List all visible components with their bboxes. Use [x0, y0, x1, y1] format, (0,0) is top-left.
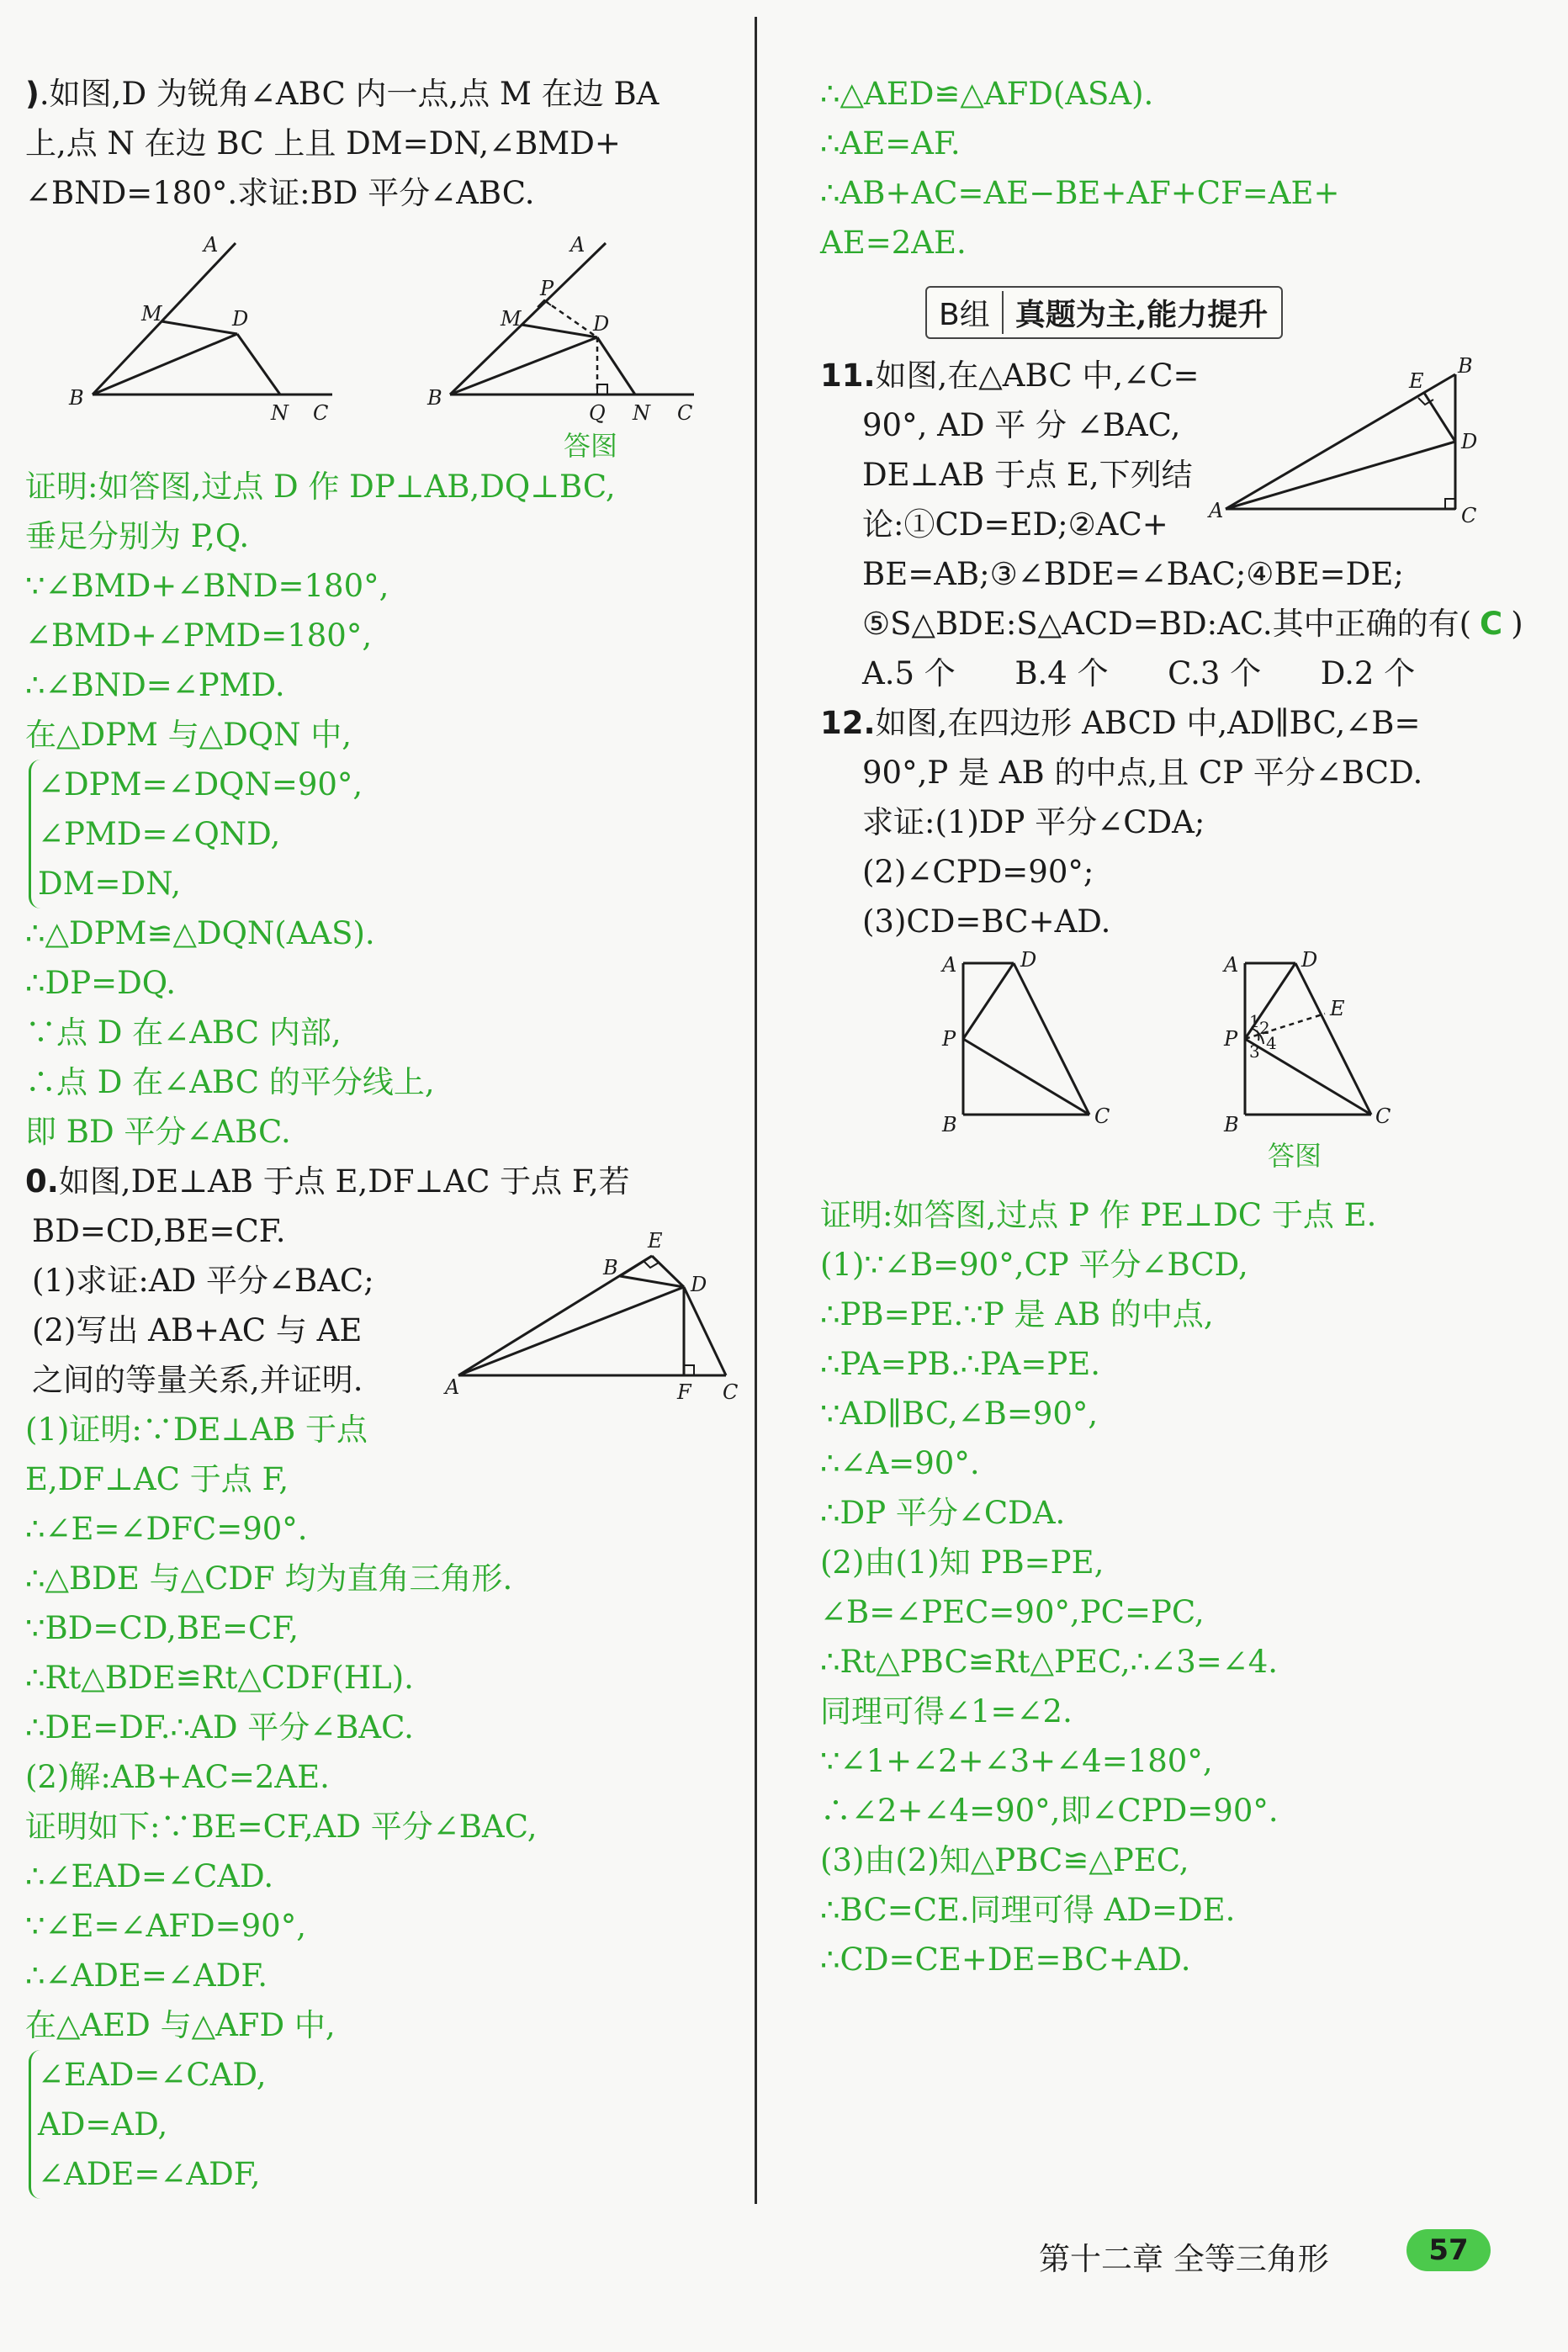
label-C2: C — [1375, 1104, 1391, 1128]
label-C: C — [1461, 504, 1477, 526]
text-line: 证明如下:∵BE=CF,AD 平分∠BAC, — [25, 1809, 538, 1845]
label-E: E — [1330, 997, 1345, 1020]
label-B: B — [603, 1256, 618, 1279]
text-line: ∠BND=180°.求证:BD 平分∠ABC. — [25, 175, 535, 211]
text-line: ∴∠BND=∠PMD. — [25, 667, 285, 703]
q12 — [820, 698, 1510, 946]
label-C2: C — [677, 401, 693, 425]
text-line: AD=AD, — [38, 2106, 168, 2143]
text-line: ∴DP 平分∠CDA. — [820, 1495, 1066, 1531]
angle-4: 4 — [1266, 1033, 1277, 1053]
text-line: (1)证明:∵DE⊥AB 于点 — [25, 1412, 368, 1448]
q9-answer — [25, 462, 740, 1157]
text-line: ∴Rt△BDE≌Rt△CDF(HL). — [25, 1660, 414, 1696]
label-P: P — [540, 277, 554, 300]
text-line: A.5 个 B.4 个 C.3 个 D.2 个 — [862, 655, 1416, 691]
q9-statement: ).如图,D 为锐角∠ABC 内一点,点 M 在边 BA 上,点 N 在边 BC 上且 DM=DN,∠BMD+ ∠BND=180°.求证:BD 平分∠ABC. — [25, 69, 740, 218]
text-line: ∴∠A=90°. — [820, 1445, 980, 1481]
question-number: 0. — [25, 1163, 59, 1200]
brace-system — [29, 2050, 740, 2199]
text-line: (3)由(2)知△PBC≌△PEC, — [820, 1842, 1189, 1878]
q11-diagram — [1207, 358, 1510, 526]
label-A: A — [445, 1375, 460, 1399]
label-E: E — [648, 1229, 663, 1253]
text-line: ∵∠E=∠AFD=90°, — [25, 1908, 306, 1944]
q9-diagram — [25, 218, 740, 462]
text-line: ∠BMD+∠PMD=180°, — [25, 617, 373, 654]
q12-diagram — [820, 946, 1510, 1190]
angle-3: 3 — [1249, 1041, 1260, 1062]
chapter-footer: 第十二章 全等三角形 — [1039, 2241, 1329, 2277]
text-line: DE⊥AB 于点 E,下列结 — [862, 457, 1193, 493]
text-line: ∴点 D 在∠ABC 的平分线上, — [25, 1064, 435, 1100]
text-line: AE=2AE. — [820, 225, 967, 261]
label-N: N — [271, 401, 289, 425]
text-line: (1)∵∠B=90°,CP 平分∠BCD, — [820, 1247, 1248, 1283]
text-line: 90°,P 是 AB 的中点,且 CP 平分∠BCD. — [862, 755, 1423, 791]
text-line: ∴Rt△PBC≌Rt△PEC,∴∠3=∠4. — [820, 1644, 1279, 1680]
label-C: C — [313, 401, 329, 425]
q10-statement — [25, 1157, 740, 1405]
text-line: 如图,在四边形 ABCD 中,AD∥BC,∠B= — [875, 705, 1421, 741]
label-D2: D — [593, 312, 610, 336]
text-line: ∵∠BMD+∠BND=180°, — [25, 568, 389, 604]
label-B: B — [1458, 358, 1473, 378]
text-line: ∠DPM=∠DQN=90°, — [38, 766, 363, 803]
text-line: ∴△DPM≌△DQN(AAS). — [25, 915, 375, 951]
label-N2: N — [633, 401, 650, 425]
label-A: A — [1209, 499, 1224, 522]
label-B2: B — [1224, 1113, 1239, 1136]
label-D: D — [1461, 430, 1478, 453]
text-line: ∵∠1+∠2+∠3+∠4=180°, — [820, 1743, 1213, 1779]
text-line: 同理可得∠1=∠2. — [820, 1693, 1073, 1730]
text-line: ∴BC=CE.同理可得 AD=DE. — [820, 1892, 1236, 1928]
text-line: ∠PMD=∠QND, — [38, 816, 281, 852]
q10-diagram — [442, 1207, 744, 1409]
q10-answer — [25, 1405, 740, 2199]
question-number: 12. — [820, 705, 876, 741]
text-line: ∴DE=DF.∴AD 平分∠BAC. — [25, 1709, 414, 1745]
label-D: D — [691, 1273, 707, 1296]
text-line: (3)CD=BC+AD. — [862, 903, 1111, 940]
text-line: ∴∠2+∠4=90°,即∠CPD=90°. — [820, 1793, 1279, 1829]
text-line: (2)由(1)知 PB=PE, — [820, 1544, 1104, 1581]
label-A2: A — [570, 233, 585, 257]
text-line: (1)求证:AD 平分∠BAC; — [32, 1263, 374, 1299]
text-line: ∴∠ADE=∠ADF. — [25, 1957, 268, 1994]
text-line: ∴PB=PE.∵P 是 AB 的中点, — [820, 1296, 1214, 1332]
q9-figures — [25, 218, 740, 462]
text-line: 上,点 N 在边 BC 上且 DM=DN,∠BMD+ — [25, 125, 621, 162]
section-header — [925, 286, 1283, 339]
text-line: 如图,DE⊥AB 于点 E,DF⊥AC 于点 F,若 — [58, 1163, 630, 1200]
text-line: ∴∠E=∠DFC=90°. — [25, 1511, 308, 1547]
text-line: 在△AED 与△AFD 中, — [25, 2007, 336, 2043]
text-line: ∠B=∠PEC=90°,PC=PC, — [820, 1594, 1205, 1630]
label-A: A — [204, 233, 219, 257]
question-number: 11. — [820, 358, 876, 394]
label-B2: B — [427, 386, 442, 410]
text-line: ∴△BDE 与△CDF 均为直角三角形. — [25, 1560, 513, 1597]
label-E: E — [1409, 369, 1424, 393]
text-line: ∴△AED≌△AFD(ASA). — [820, 76, 1154, 112]
text-line: ∴CD=CE+DE=BC+AD. — [820, 1941, 1191, 1978]
q10-answer-continued — [820, 69, 1510, 268]
fig-caption: 答图 — [564, 430, 618, 462]
label-D: D — [1020, 948, 1037, 972]
q11: 11.如图,在△ABC 中,∠C= 90°, AD 平 分 ∠BAC, DE⊥AB 于点 E,下列结 论:①CD=ED;②AC+ BE=AB;③∠BDE=∠BAC;④BE=DE; ⑤S△BDE:S△ACD=BD:AC.其中正确的有( C ) A.5 个 B.4 个 C.3 个 D.2 个 A B E D C — [820, 351, 1510, 698]
label-A2: A — [1224, 953, 1239, 977]
text-line: 证明:如答图,过点 P 作 PE⊥DC 于点 E. — [820, 1197, 1377, 1233]
text-line: E,DF⊥AC 于点 F, — [25, 1461, 289, 1497]
label-C: C — [1094, 1104, 1110, 1128]
text-line: BD=CD,BE=CF. — [32, 1213, 286, 1249]
text-line: 如图,在△ABC 中,∠C= — [875, 358, 1200, 394]
answer-choice: C — [1480, 606, 1503, 642]
text-line: 论:①CD=ED;②AC+ — [862, 506, 1168, 543]
text-line: BE=AB;③∠BDE=∠BAC;④BE=DE; — [862, 556, 1404, 592]
text-line: ∵AD∥BC,∠B=90°, — [820, 1396, 1099, 1432]
angle-2: 2 — [1259, 1018, 1270, 1038]
text-line: ∴DP=DQ. — [25, 965, 177, 1001]
text-line: .如图,D 为锐角∠ABC 内一点,点 M 在边 BA — [39, 76, 660, 112]
label-D: D — [232, 307, 249, 331]
text-line: 垂足分别为 P,Q. — [25, 518, 250, 554]
text-line: ∴AE=AF. — [820, 125, 961, 162]
label-C: C — [723, 1380, 739, 1404]
text-line: ⑤S△BDE:S△ACD=BD:AC.其中正确的有( — [862, 606, 1472, 642]
section-title: 真题为主,能力提升 — [1014, 297, 1269, 332]
text-line: ∴AB+AC=AE−BE+AF+CF=AE+ — [820, 175, 1340, 211]
column-divider — [755, 17, 757, 2204]
text-line: ∵BD=CD,BE=CF, — [25, 1610, 299, 1646]
text-line: ∴∠EAD=∠CAD. — [25, 1858, 274, 1894]
label-P2: P — [1224, 1027, 1238, 1051]
text-line: DM=DN, — [38, 866, 181, 902]
text-line: 证明:如答图,过点 D 作 DP⊥AB,DQ⊥BC, — [25, 469, 616, 505]
text-line: 在△DPM 与△DQN 中, — [25, 717, 352, 753]
text-line: 之间的等量关系,并证明. — [32, 1362, 363, 1398]
fig-caption: 答图 — [1268, 1140, 1322, 1172]
label-A: A — [942, 953, 957, 977]
label-M2: M — [501, 307, 522, 331]
q12-figures — [820, 946, 1510, 1190]
label-B: B — [942, 1113, 957, 1136]
right-column — [820, 69, 1523, 1984]
text-line: ∵点 D 在∠ABC 内部, — [25, 1014, 342, 1051]
text-line: ∴PA=PB.∴PA=PE. — [820, 1346, 1101, 1382]
text-line: (2)解:AB+AC=2AE. — [25, 1759, 330, 1795]
text-line: 即 BD 平分∠ABC. — [25, 1114, 291, 1150]
text-line: (2)写出 AB+AC 与 AE — [32, 1312, 363, 1348]
text-line: 90°, AD 平 分 ∠BAC, — [862, 407, 1181, 443]
text-line: ∠ADE=∠ADF, — [38, 2156, 261, 2192]
text-line: ∠EAD=∠CAD, — [38, 2057, 267, 2093]
label-D2: D — [1301, 948, 1318, 972]
label-M: M — [141, 302, 162, 326]
label-F: F — [677, 1380, 691, 1404]
text-line: 求证:(1)DP 平分∠CDA; — [862, 804, 1205, 840]
text-line: (2)∠CPD=90°; — [862, 854, 1094, 890]
section-tag: B组 — [927, 291, 1004, 334]
angle-1: 1 — [1249, 1011, 1260, 1031]
label-B: B — [69, 386, 84, 410]
label-Q: Q — [589, 401, 606, 425]
brace-system — [29, 760, 740, 908]
q12-answer — [820, 1190, 1510, 1984]
label-P: P — [942, 1027, 956, 1051]
page-number: 57 — [1406, 2229, 1491, 2271]
left-column — [25, 69, 740, 2199]
